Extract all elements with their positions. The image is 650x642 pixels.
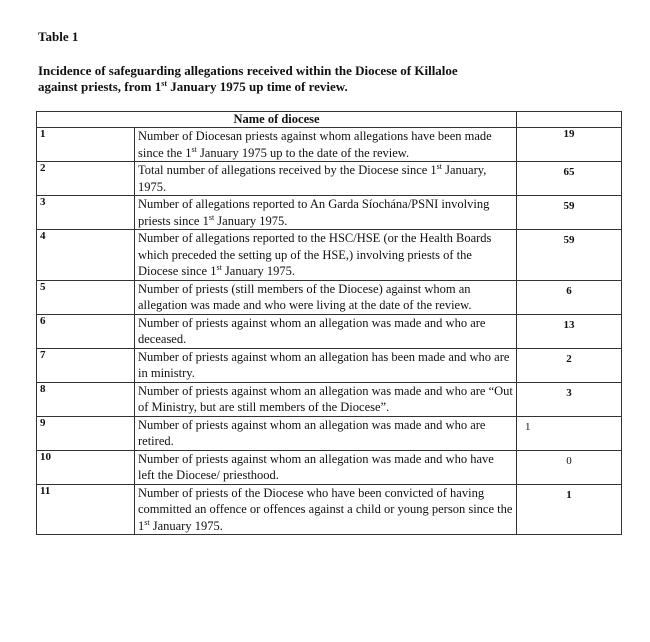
row-value: 65 (517, 162, 622, 196)
row-number: 5 (37, 280, 135, 314)
row-value: 2 (517, 348, 622, 382)
row-description: Number of priests against whom an allegation was made and who are deceased. (135, 314, 517, 348)
caption-line-2: against priests, from 1st January 1975 up time of review. (38, 79, 348, 94)
row-description: Number of allegations reported to the HSC/HSE (or the Health Boards which preceded the setting up of the HSE,) involving priests of the Diocese since 1st January 1975. (135, 230, 517, 281)
table-row (37, 128, 622, 162)
row-value: 1 (517, 484, 622, 535)
row-description: Number of priests (still members of the Diocese) against whom an allegation was made and who were living at the date of the review. (135, 280, 517, 314)
row-number: 2 (37, 162, 135, 196)
row-number: 1 (37, 128, 135, 162)
row-value: 13 (517, 314, 622, 348)
row-number: 8 (37, 382, 135, 416)
row-number: 11 (37, 484, 135, 535)
table-label: Table 1 (38, 29, 79, 44)
row-description: Number of priests against whom an allegation was made and who have left the Diocese/ priesthood. (135, 450, 517, 484)
header-value-cell (517, 112, 622, 128)
table-row (37, 450, 622, 484)
row-number: 4 (37, 230, 135, 281)
row-number: 9 (37, 416, 135, 450)
table-row (37, 348, 622, 382)
row-description: Number of Diocesan priests against whom allegations have been made since the 1st January 1975 up to the date of the review. (135, 128, 517, 162)
row-value: 0 (517, 450, 622, 484)
row-description: Number of priests against whom an allegation was made and who are retired. (135, 416, 517, 450)
row-value: 59 (517, 196, 622, 230)
row-number: 3 (37, 196, 135, 230)
row-description: Number of priests against whom an allegation has been made and who are in ministry. (135, 348, 517, 382)
table-row (37, 280, 622, 314)
row-description: Number of priests of the Diocese who have been convicted of having committed an offence or offences against a child or young person since the 1st January 1975. (135, 484, 517, 535)
table-body (37, 128, 622, 535)
table-row (37, 484, 622, 535)
row-value: 1 (517, 416, 622, 450)
row-value: 3 (517, 382, 622, 416)
row-number: 7 (37, 348, 135, 382)
table-row (37, 196, 622, 230)
caption-line-1: Incidence of safeguarding allegations received within the Diocese of Killaloe (38, 63, 458, 78)
row-description: Total number of allegations received by the Diocese since 1st January, 1975. (135, 162, 517, 196)
table-caption (38, 63, 618, 95)
row-description: Number of allegations reported to An Garda Síochána/PSNI involving priests since 1st January 1975. (135, 196, 517, 230)
row-number: 6 (37, 314, 135, 348)
header-name-of-diocese: Name of diocese (37, 112, 517, 128)
allegations-table (36, 111, 622, 535)
row-number: 10 (37, 450, 135, 484)
table-row (37, 162, 622, 196)
table-row (37, 382, 622, 416)
table-row (37, 230, 622, 281)
row-description: Number of priests against whom an allegation was made and who are “Out of Ministry, but are still members of the Diocese”. (135, 382, 517, 416)
table-header-row (37, 112, 622, 128)
row-value: 59 (517, 230, 622, 281)
table-row (37, 314, 622, 348)
table-row (37, 416, 622, 450)
row-value: 6 (517, 280, 622, 314)
row-value: 19 (517, 128, 622, 162)
